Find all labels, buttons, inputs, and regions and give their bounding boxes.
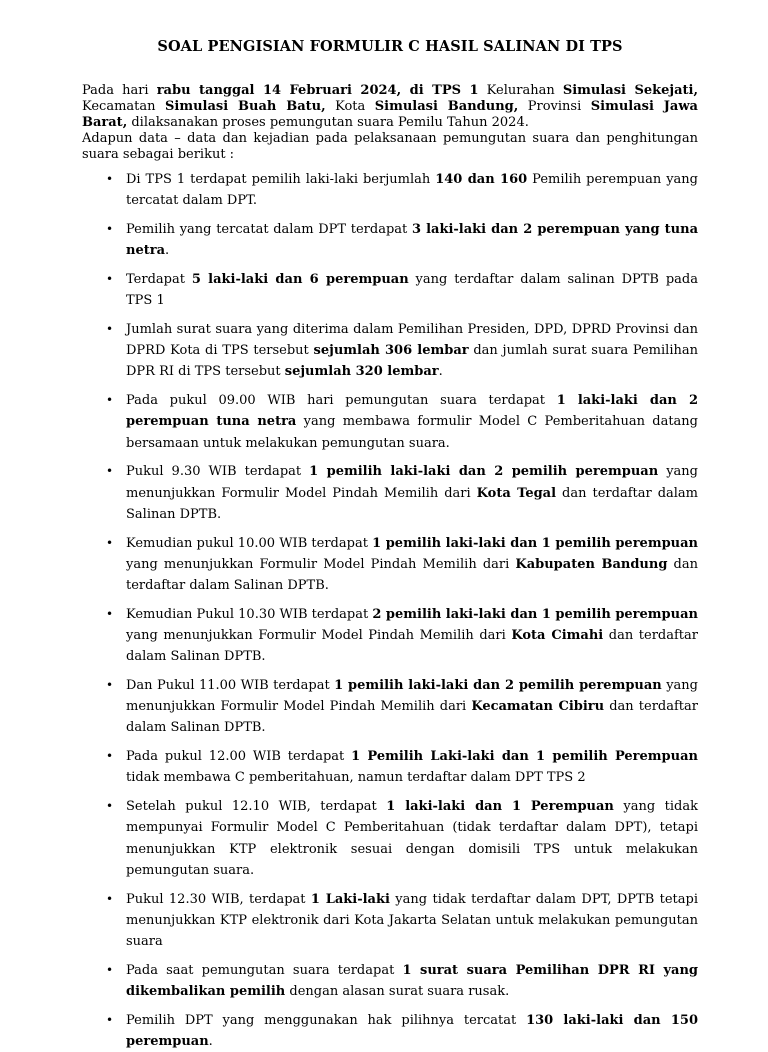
intro-paragraph-data	[82, 131, 698, 163]
text-run: Terdapat	[126, 272, 192, 287]
bold-text: 2 pemilih laki-laki dan 1 pemilih perempuan	[372, 606, 698, 622]
bold-text: Simulasi Bandung,	[374, 99, 519, 114]
bold-text: 1 surat suara Pemilihan DPR RI yang dikembalikan pemilih	[126, 962, 698, 1000]
bold-text: Kabupaten Bandung	[515, 556, 668, 572]
text-run: Pemilih DPT yang menggunakan hak pilihnya tercatat	[126, 1012, 527, 1028]
text-run: yang menunjukkan Formulir Model Pindah Memilih dari	[126, 628, 512, 644]
list-item	[82, 960, 698, 1002]
text-run: .	[438, 364, 443, 380]
text-run: .	[208, 1034, 213, 1050]
list-item	[82, 675, 698, 739]
list-item	[82, 269, 698, 311]
text-run: Di TPS 1 terdapat pemilih laki-laki berjumlah	[126, 172, 436, 187]
text-run: Kemudian pukul 10.00 WIB terdapat	[126, 535, 373, 551]
list-item	[82, 319, 698, 383]
list-item	[82, 604, 698, 668]
text-run: Kemudian Pukul 10.30 WIB terdapat	[126, 606, 373, 622]
text-run: Pada hari	[82, 83, 157, 98]
text-run: dan terdaftar dalam Salinan DPTB.	[126, 699, 698, 736]
bold-text: 1 pemilih laki-laki dan 1 pemilih perempuan	[372, 535, 698, 551]
bullet-icon: •	[106, 891, 114, 906]
text-run: yang menunjukkan Formulir Model Pindah Memilih dari	[126, 678, 698, 715]
text-run: Kelurahan	[478, 83, 563, 98]
event-list	[82, 169, 698, 1052]
bold-text: 1 pemilih laki-laki dan 2 pemilih perempuan	[334, 678, 662, 694]
intro-paragraph-location	[82, 83, 698, 131]
text-run: Pada pukul 12.00 WIB terdapat	[126, 749, 352, 765]
bullet-icon: •	[106, 222, 114, 236]
list-item	[82, 169, 698, 211]
bold-text: Kota Cimahi	[511, 628, 604, 644]
bold-text: Kota Tegal	[476, 485, 557, 501]
document-title: SOAL PENGISIAN FORMULIR C HASIL SALINAN DI TPS	[157, 38, 623, 55]
list-item	[82, 533, 698, 597]
bold-text: sejumlah 320 lembar	[284, 364, 439, 380]
text-run: yang membawa formulir Model C Pemberitahuan datang bersamaan untuk melakukan pemungutan suara.	[126, 414, 698, 451]
text-run: Pukul 12.30 WIB, terdapat	[126, 891, 311, 907]
text-run: Pada saat pemungutan suara terdapat	[126, 962, 403, 978]
bold-text: 1 laki-laki dan 2 perempuan tuna netra	[126, 393, 698, 430]
text-run: dan terdaftar dalam Salinan DPTB.	[126, 628, 698, 665]
bold-text: 3 laki-laki dan 2 perempuan yang tuna netra	[126, 222, 698, 259]
text-run: Pukul 9.30 WIB terdapat	[126, 464, 310, 480]
bullet-icon: •	[106, 272, 114, 286]
bold-text: 130 laki-laki dan 150 perempuan	[126, 1012, 699, 1050]
bold-text: 1 Laki-laki	[310, 891, 390, 907]
text-run: yang menunjukkan Formulir Model Pindah Memilih dari	[126, 464, 698, 501]
text-run: Pada pukul 09.00 WIB hari pemungutan suara terdapat	[126, 393, 557, 409]
bullet-icon: •	[106, 749, 114, 764]
text-run: yang terdaftar dalam salinan DPTB pada TPS 1	[126, 272, 698, 309]
text-run: yang menunjukkan Formulir Model Pindah Memilih dari	[126, 556, 516, 572]
bullet-icon: •	[106, 393, 114, 408]
list-item	[82, 889, 698, 953]
text-run: Pemilih yang tercatat dalam DPT terdapat	[126, 222, 412, 237]
text-run: Kota	[325, 99, 375, 114]
text-run: Setelah pukul 12.10 WIB, terdapat	[126, 799, 387, 815]
bullet-icon: •	[106, 172, 114, 186]
bullet-icon: •	[106, 464, 114, 479]
bullet-icon: •	[106, 606, 114, 621]
text-run: dan jumlah surat suara Pemilihan DPR RI di TPS tersebut	[126, 343, 698, 380]
bullet-icon: •	[106, 962, 114, 977]
text-run: yang tidak mempunyai Formulir Model C Pemberitahuan (tidak terdaftar dalam DPT), tetapi menunjukkan KTP elektronik sesuai dengan domisili TPS untuk melakukan pemungutan suara.	[126, 799, 698, 878]
text-run: dilaksanakan proses pemungutan suara Pemilu Tahun 2024.	[127, 115, 529, 130]
text-run: tidak membawa C pemberitahuan, namun terdaftar dalam DPT TPS 2	[126, 770, 586, 786]
bold-text: 1 pemilih laki-laki dan 2 pemilih perempuan	[309, 464, 659, 480]
list-item	[82, 746, 698, 788]
text-run: Kecamatan	[82, 99, 165, 114]
list-item	[82, 219, 698, 261]
text-run: Pemilih perempuan yang tercatat dalam DPT.	[126, 172, 698, 209]
bold-text: rabu tanggal 14 Februari 2024, di TPS 1	[156, 83, 479, 98]
text-run: .	[165, 243, 170, 259]
bold-text: sejumlah 306 lembar	[313, 343, 469, 359]
text-run: Provinsi	[518, 99, 591, 114]
list-item	[82, 390, 698, 454]
bold-text: Simulasi Sekejati,	[562, 83, 698, 98]
bold-text: 5 laki-laki dan 6 perempuan	[191, 272, 409, 287]
list-item	[82, 796, 698, 881]
bold-text: Simulasi Buah Batu,	[165, 99, 326, 114]
text-run: dengan alasan surat suara rusak.	[285, 984, 510, 1000]
text-run: yang tidak terdaftar dalam DPT, DPTB tetapi menunjukkan KTP elektronik dari Kota Jakarta Selatan untuk melakukan pemungutan suara	[126, 891, 698, 950]
list-item	[82, 461, 698, 525]
bullet-icon: •	[106, 678, 114, 693]
bold-text: 140 dan 160	[435, 172, 528, 187]
bold-text: 1 Pemilih Laki-laki dan 1 pemilih Perempuan	[351, 749, 698, 765]
bullet-icon: •	[106, 322, 114, 336]
text-run: dan terdaftar dalam Salinan DPTB.	[126, 485, 699, 522]
bullet-icon: •	[106, 799, 114, 814]
text-run: dan terdaftar dalam Salinan DPTB.	[126, 556, 698, 594]
bold-text: Kecamatan Cibiru	[471, 699, 605, 715]
bold-text: 1 laki-laki dan 1 Perempuan	[386, 799, 614, 815]
text-run: Jumlah surat suara yang diterima dalam Pemilihan Presiden, DPD, DPRD Provinsi dan DPRD Kota di TPS tersebut	[126, 322, 698, 359]
list-item	[82, 1010, 698, 1052]
bullet-icon: •	[106, 535, 114, 550]
intro-section	[82, 83, 698, 163]
bullet-icon: •	[106, 1012, 114, 1027]
text-run: Adapun data – data dan kejadian pada pelaksanaan pemungutan suara dan penghitungan suara sebagai berikut :	[82, 131, 698, 162]
text-run: Dan Pukul 11.00 WIB terdapat	[126, 678, 335, 694]
bold-text: Simulasi Jawa Barat,	[82, 99, 698, 130]
